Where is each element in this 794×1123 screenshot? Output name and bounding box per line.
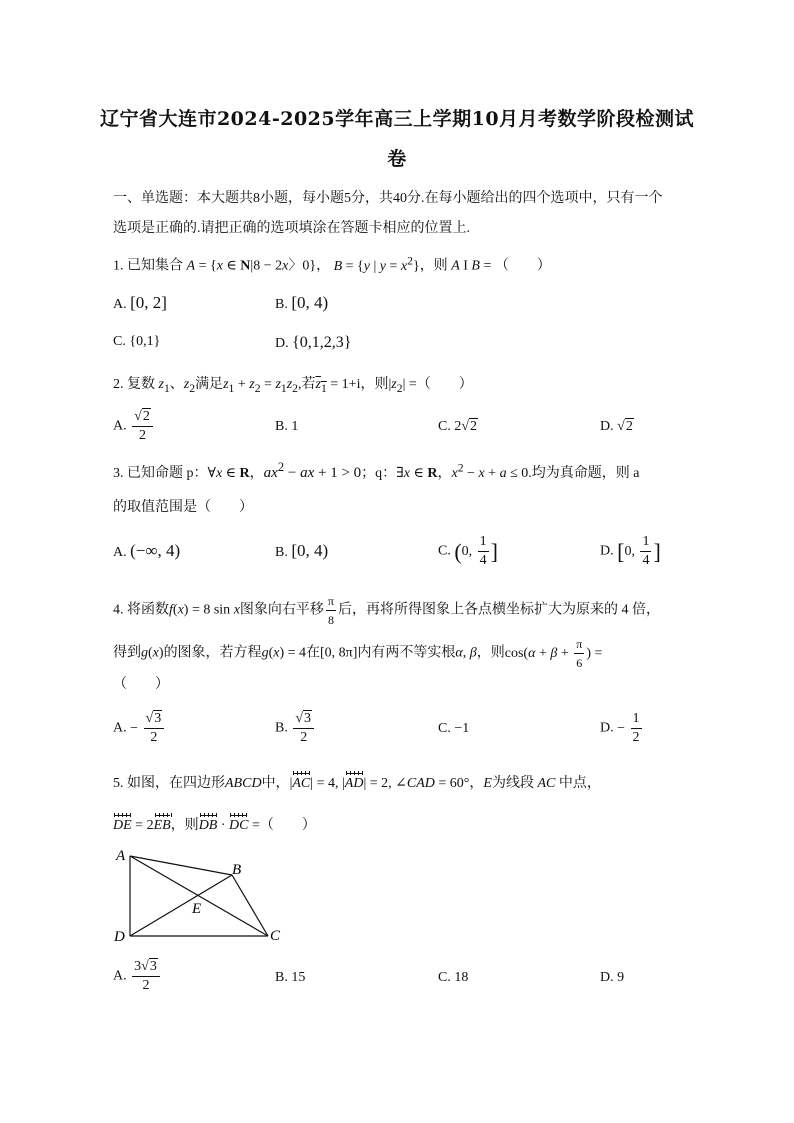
label-b: B	[232, 862, 242, 878]
edge-bc	[232, 875, 268, 936]
q2-option-b[interactable]: B. 1	[275, 419, 299, 434]
intersection-formula: A I B =	[451, 258, 492, 274]
q3-option-d[interactable]: D. [0, $\frac{1}{4}$ ]	[600, 534, 661, 568]
q4-option-d[interactable]: D. − $\frac{1}{2}$	[600, 711, 640, 745]
q2-option-a[interactable]: A. $\frac{√2}{2}$	[113, 408, 155, 445]
q5-option-b[interactable]: B. 15	[275, 970, 306, 985]
q4-option-b[interactable]: B. $\frac{√3}{2}$	[275, 710, 316, 747]
q1-option-a[interactable]: A. [0, 2]	[113, 293, 167, 312]
question-1-stem: 1. 已知集合 A = {x ∈ N|8 − 2x〉0}， B = {y | $y = x^2$}，则 A I B = （ ）	[113, 254, 551, 274]
section-instruction-line2: 选项是正确的.请把正确的选项填涂在答题卡相应的位置上.	[113, 221, 470, 236]
q3-option-c[interactable]: C. (0, $\frac{1}{4}$ ]	[438, 534, 498, 568]
label-e: E	[192, 901, 202, 917]
question-4-stem: 4. 将函数f(x) = 8 sin x图象向右平移 $\frac{\pi}{8}$ 后，再将所得图象上各点横坐标扩大为原来的 4 倍，	[113, 594, 660, 627]
q5-option-a[interactable]: A. $\frac{3√3}{2}$	[113, 958, 162, 995]
set-b-formula: B = {y | $y = x^2$}	[333, 254, 420, 274]
q2-option-d[interactable]: D. √2	[600, 419, 633, 434]
question-3-stem: 3. 已知命题 p：∀x ∈ R，$ax^2$ − ax + 1 > 0；q：∃x ∈ R，$x^2 - x + a \le 0$.均为真命题，则 a	[113, 460, 640, 481]
q1-option-d[interactable]: D. {0,1,2,3}	[275, 334, 352, 351]
question-3-stem-line2: 的取值范围是（ ）	[113, 500, 253, 515]
question-4-stem-line3: （ ）	[113, 677, 169, 692]
exam-title-line2: 卷	[387, 148, 407, 170]
set-a-formula: A = {x ∈ N|8 − 2x〉0}	[186, 258, 317, 274]
q5-option-d[interactable]: D. 9	[600, 970, 625, 985]
question-5-stem: 5. 如图，在四边形ABCD中，|AC| = 4, |AD| = 2, ∠CAD = 60°，E为线段 AC 中点，	[113, 776, 601, 791]
label-d: D	[114, 929, 125, 945]
q1-option-b[interactable]: B. [0, 4)	[275, 293, 329, 312]
q5-option-c[interactable]: C. 18	[438, 970, 469, 985]
question-2-stem: 2. 复数 $z_1$、$z_2$满足$z_1 + z_2 = z_1z_2$,若$z_1 = 1+i$，则$|z_2|$ =（ ）	[113, 377, 473, 395]
label-c: C	[270, 928, 281, 944]
question-5-stem-line2: DE = 2EB，则DB · DC =（ ）	[113, 818, 316, 833]
q4-option-c[interactable]: C. −1	[438, 721, 470, 736]
section-instruction-line1: 一、单选题：本大题共8小题，每小题5分，共40分.在每小题给出的四个选项中，只有一个	[113, 191, 663, 206]
quadrilateral-figure	[108, 842, 298, 948]
question-4-stem-line2: 得到g(x)的图象，若方程g(x) = 4在[0, 8π]内有两不等实根α, β，则cos(α + β + $\frac{\pi}{6}$ ) =	[113, 637, 603, 670]
q3-option-a[interactable]: A. (−∞, 4)	[113, 541, 181, 560]
exam-title-line1: 辽宁省大连市2024-2025学年高三上学期10月月考数学阶段检测试	[99, 108, 695, 130]
complex-condition: $z_1 + z_2 = z_1z_2$,	[223, 377, 302, 395]
q4-option-a[interactable]: A. − $\frac{√3}{2}$	[113, 710, 166, 747]
q2-option-c[interactable]: C. 2√2	[438, 419, 478, 434]
q3-option-b[interactable]: B. [0, 4)	[275, 541, 329, 560]
q1-option-c[interactable]: C. {0,1}	[113, 334, 161, 349]
diagonal-db	[130, 875, 232, 936]
label-a: A	[116, 848, 126, 864]
